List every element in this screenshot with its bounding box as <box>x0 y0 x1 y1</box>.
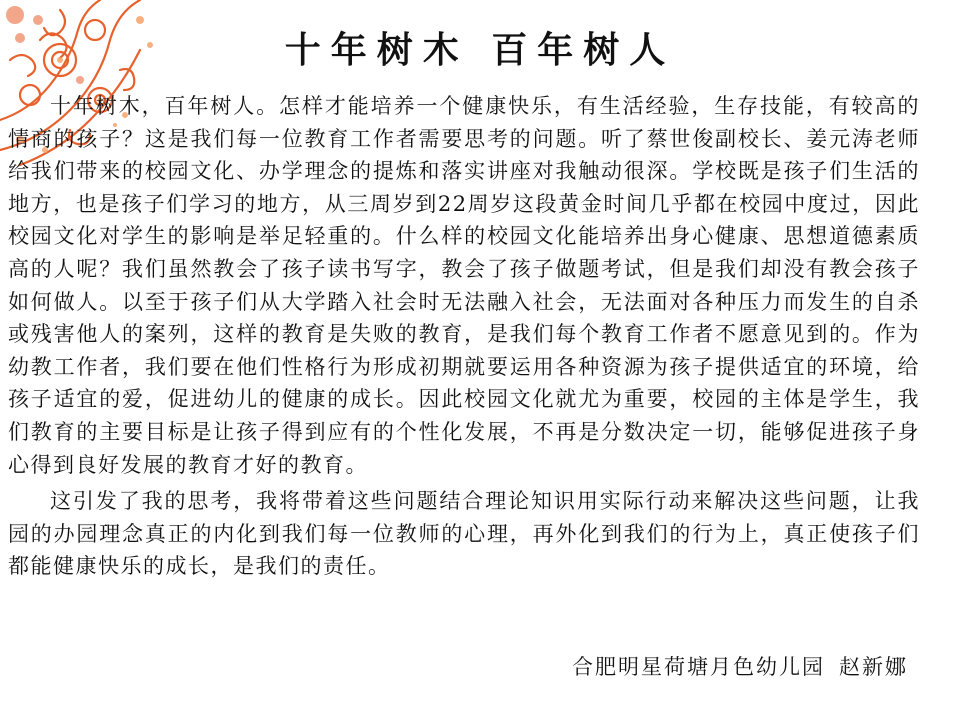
paragraph: 这引发了我的思考，我将带着这些问题结合理论知识用实际行动来解决这些问题，让我园的办园理念真正的内化到我们每一位教师的心理，再外化到我们的行为上，真正使孩子们都能健康快乐的成长，是我们的责任。 <box>8 489 920 579</box>
signature <box>572 652 908 682</box>
paragraph: 十年树木，百年树人。怎样才能培养一个健康快乐，有生活经验，生存技能，有较高的情商的孩子？这是我们每一位教育工作者需要思考的问题。听了蔡世俊副校长、姜元涛老师给我们带来的校园文化、办学理念的提炼和落实讲座对我触动很深。学校既是孩子们生活的地方，也是孩子们学习的地方，从三周岁到22周岁这段黄金时间几乎都在校园中度过，因此校园文化对学生的影响是举足轻重的。什么样的校园文化能培养出身心健康、思想道德素质高的人呢？我们虽然教会了孩子读书写字，教会了孩子做题考试，但是我们却没有教会孩子如何做人。以至于孩子们从大学踏入社会时无法融入社会，无法面对各种压力而发生的自杀或残害他人的案列，这样的教育是失败的教育，是我们每个教育工作者不愿意见到的。作为幼教工作者，我们要在他们性格行为形成初期就要运用各种资源为孩子提供适宜的环境，给孩子适宜的爱，促进幼儿的健康的成长。因此校园文化就尤为重要，校园的主体是学生，我们教育的主要目标是让孩子得到应有的个性化发展，不再是分数决定一切，能够促进孩子身心得到良好发展的教育才好的教育。 <box>8 94 920 477</box>
page-title: 十年树木 百年树人 <box>284 29 676 71</box>
signature-organization: 合肥明星荷塘月色幼儿园 <box>572 655 825 679</box>
signature-author: 赵新娜 <box>839 655 908 679</box>
essay-body <box>8 90 920 587</box>
